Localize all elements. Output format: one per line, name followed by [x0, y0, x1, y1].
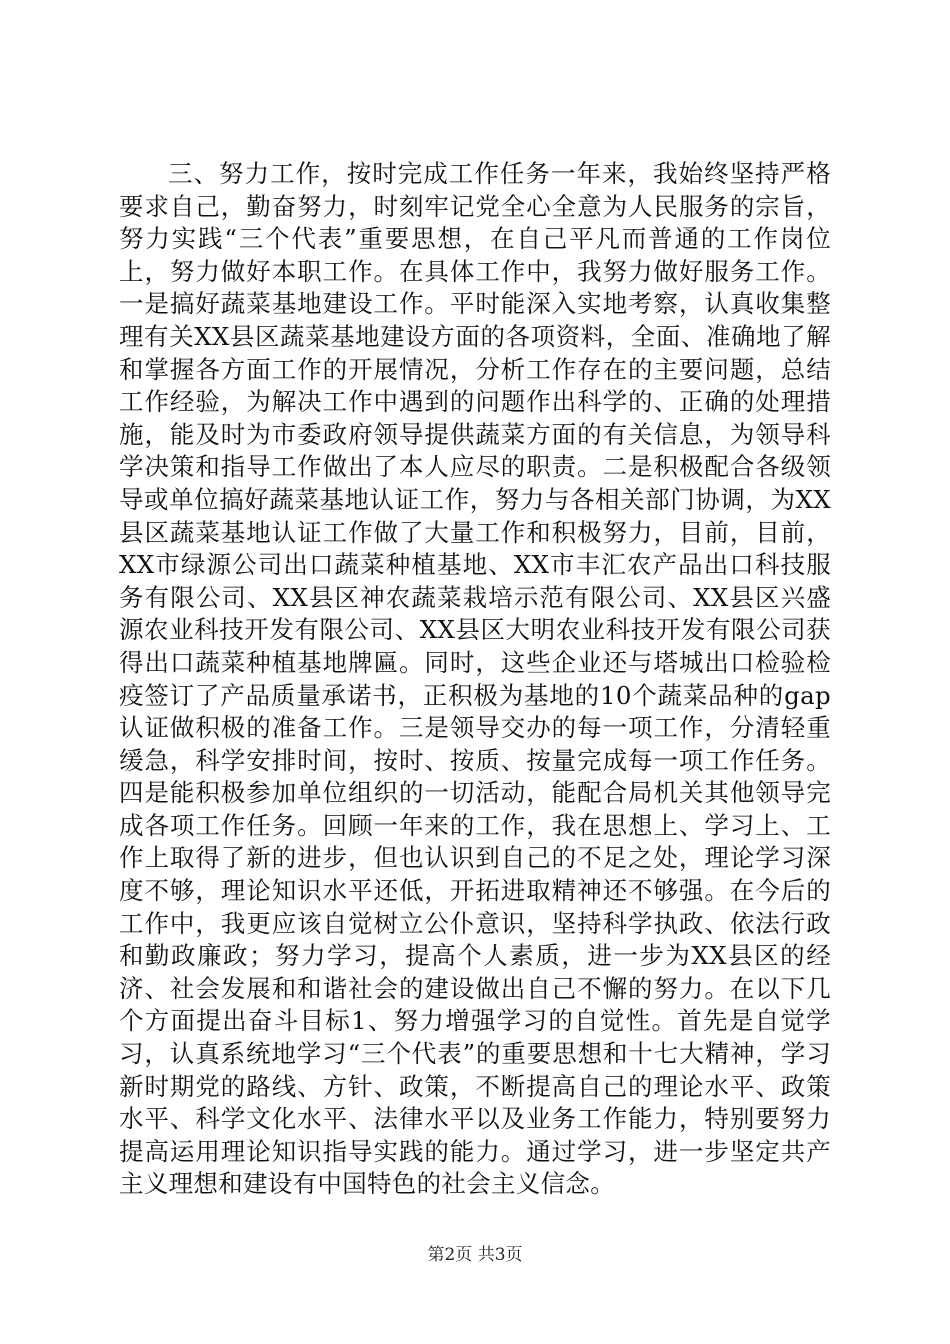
page-footer: 第2页 共3页 — [427, 1245, 523, 1265]
body-paragraph: 三、努力工作，按时完成工作任务一年来，我始终坚持严格要求自己，勤奋努力，时刻牢记党全心全意为人民服务的宗旨，努力实践“三个代表”重要思想，在自己平凡而普通的工作岗位上，努力做好本职工作。在具体工作中，我努力做好服务工作。一是搞好蔬菜基地建设工作。平时能深入实地考察，认真收集整理有关XX县区蔬菜基地建设方面的各项资料，全面、准确地了解和掌握各方面工作的开展情况，分析工作存在的主要问题，总结工作经验，为解决工作中遇到的问题作出科学的、正确的处理措施，能及时为市委政府领导提供蔬菜方面的有关信息，为领导科学决策和指导工作做出了本人应尽的职责。二是积极配合各级领导或单位搞好蔬菜基地认证工作，努力与各相关部门协调，为XX县区蔬菜基地认证工作做了大量工作和积极努力，目前，目前，XX市绿源公司出口蔬菜种植基地、XX市丰汇农产品出口科技服务有限公司、XX县区神农蔬菜栽培示范有限公司、XX县区兴盛源农业科技开发有限公司、XX县区大明农业科技开发有限公司获得出口蔬菜种植基地牌匾。同时，这些企业还与塔城出口检验检疫签订了产品质量承诺书，正积极为基地的10个蔬菜品种的gap认证做积极的准备工作。三是领导交办的每一项工作，分清轻重缓急，科学安排时间，按时、按质、按量完成每一项工作任务。四是能积极参加单位组织的一切活动，能配合局机关其他领导完成各项工作任务。回顾一年来的工作，我在思想上、学习上、工作上取得了新的进步，但也认识到自己的不足之处，理论学习深度不够，理论知识水平还低，开拓进取精神还不够强。在今后的工作中，我更应该自觉树立公仆意识，坚持科学执政、依法行政和勤政廉政；努力学习，提高个人素质，进一步为XX县区的经济、社会发展和和谐社会的建设做出自己不懈的努力。在以下几个方面提出奋斗目标1、努力增强学习的自觉性。首先是自觉学习，认真系统地学习“三个代表”的重要思想和十七大精神，学习新时期党的路线、方针、政策，不断提高自己的理论水平、政策水平、科学文化水平、法律水平以及业务工作能力，特别要努力提高运用理论知识指导实践的能力。通过学习，进一步坚定共产主义理想和建设有中国特色的社会主义信念。 — [119, 159, 831, 1199]
